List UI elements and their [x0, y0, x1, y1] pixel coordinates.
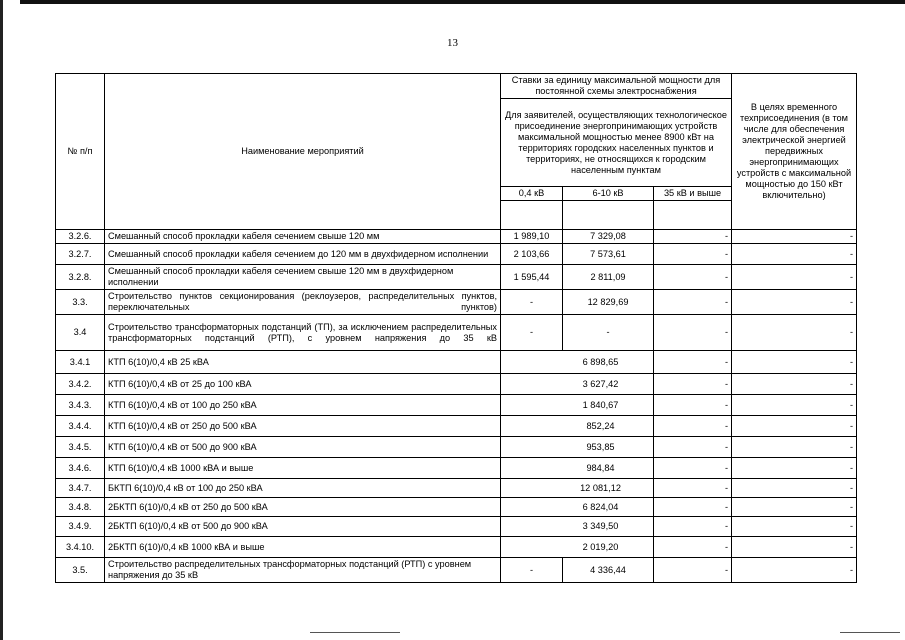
row-rate-merged: 852,24	[501, 416, 654, 437]
row-rate-merged: 984,84	[501, 458, 654, 479]
row-rate-610: -	[563, 315, 654, 351]
table-row	[56, 458, 857, 479]
row-rate-35: -	[654, 458, 732, 479]
header-v04: 0,4 кВ	[501, 187, 563, 201]
row-name: КТП 6(10)/0,4 кВ от 100 до 250 кВА	[105, 395, 501, 416]
row-rate-04: -	[501, 290, 563, 315]
row-rate-temporary: -	[732, 416, 857, 437]
row-rate-temporary: -	[732, 458, 857, 479]
row-name: БКТП 6(10)/0,4 кВ от 100 до 250 кВА	[105, 479, 501, 498]
row-rate-35: -	[654, 244, 732, 265]
row-name: КТП 6(10)/0,4 кВ 1000 кВА и выше	[105, 458, 501, 479]
row-rate-35: -	[654, 290, 732, 315]
row-number: 3.4.2.	[56, 374, 105, 395]
row-rate-35: -	[654, 558, 732, 583]
row-rate-35: -	[654, 265, 732, 290]
row-rate-merged: 3 349,50	[501, 517, 654, 537]
row-name: Смешанный способ прокладки кабеля сечением свыше 120 мм	[105, 230, 501, 244]
header-row-1	[56, 74, 857, 99]
row-rate-merged: 6 824,04	[501, 498, 654, 517]
row-number: 3.4.3.	[56, 395, 105, 416]
row-name: КТП 6(10)/0,4 кВ от 25 до 100 кВА	[105, 374, 501, 395]
row-number: 3.4.7.	[56, 479, 105, 498]
header-spacer-v35	[654, 201, 732, 230]
row-rate-temporary: -	[732, 265, 857, 290]
row-rate-temporary: -	[732, 244, 857, 265]
table-row	[56, 244, 857, 265]
row-rate-merged: 1 840,67	[501, 395, 654, 416]
scan-top-edge	[20, 0, 905, 4]
row-rate-temporary: -	[732, 230, 857, 244]
row-rate-35: -	[654, 315, 732, 351]
row-rate-610: 7 573,61	[563, 244, 654, 265]
table-row	[56, 498, 857, 517]
row-number: 3.4.1	[56, 351, 105, 374]
row-rate-merged: 2 019,20	[501, 537, 654, 558]
row-rate-temporary: -	[732, 374, 857, 395]
scan-left-edge	[0, 0, 3, 640]
row-number: 3.2.6.	[56, 230, 105, 244]
row-name: Строительство распределительных трансформаторных подстанций (РТП) с уровнем напряжения до 35 кВ	[105, 558, 501, 583]
table-row	[56, 265, 857, 290]
row-rate-35: -	[654, 517, 732, 537]
row-rate-35: -	[654, 498, 732, 517]
row-name: Смешанный способ прокладки кабеля сечением свыше 120 мм в двухфидерном исполнении	[105, 265, 501, 290]
row-rate-35: -	[654, 416, 732, 437]
row-name: КТП 6(10)/0,4 кВ 25 кВА	[105, 351, 501, 374]
table-row	[56, 395, 857, 416]
row-name: 2БКТП 6(10)/0,4 кВ от 250 до 500 кВА	[105, 498, 501, 517]
row-number: 3.4.9.	[56, 517, 105, 537]
row-rate-35: -	[654, 479, 732, 498]
table-row	[56, 416, 857, 437]
row-rate-610: 12 829,69	[563, 290, 654, 315]
header-name: Наименование мероприятий	[105, 74, 501, 230]
row-number: 3.2.8.	[56, 265, 105, 290]
row-rate-temporary: -	[732, 315, 857, 351]
row-name: КТП 6(10)/0,4 кВ от 500 до 900 кВА	[105, 437, 501, 458]
row-rate-35: -	[654, 351, 732, 374]
table-row	[56, 558, 857, 583]
table-row	[56, 537, 857, 558]
row-rate-35: -	[654, 374, 732, 395]
row-rate-temporary: -	[732, 558, 857, 583]
table-row	[56, 437, 857, 458]
scan-bottom-mark-right	[840, 632, 900, 633]
row-rate-35: -	[654, 537, 732, 558]
row-name: Строительство пунктов секционирования (реклоузеров, распределительных пунктов, переключательных пунктов)	[105, 290, 501, 315]
row-rate-35: -	[654, 437, 732, 458]
tariff-table	[55, 73, 857, 583]
row-rate-merged: 12 081,12	[501, 479, 654, 498]
header-spacer-v610	[563, 201, 654, 230]
row-name: Строительство трансформаторных подстанций (ТП), за исключением распределительных трансформаторных подстанций (РТП), с уровнем напряжения до 35 кВ	[105, 315, 501, 351]
row-rate-merged: 6 898,65	[501, 351, 654, 374]
row-rate-04: -	[501, 558, 563, 583]
header-temporary: В целях временного техприсоединения (в том числе для обеспечения электрической энергией передвижных энергопринимающих устройств с максимальной мощностью до 150 кВт включительно)	[732, 74, 857, 230]
header-num: № п/п	[56, 74, 105, 230]
header-v610: 6-10 кВ	[563, 187, 654, 201]
row-number: 3.4.5.	[56, 437, 105, 458]
row-rate-610: 4 336,44	[563, 558, 654, 583]
row-rate-temporary: -	[732, 498, 857, 517]
row-rate-610: 2 811,09	[563, 265, 654, 290]
row-name: 2БКТП 6(10)/0,4 кВ 1000 кВА и выше	[105, 537, 501, 558]
row-rate-temporary: -	[732, 351, 857, 374]
table-row	[56, 374, 857, 395]
row-name: КТП 6(10)/0,4 кВ от 250 до 500 кВА	[105, 416, 501, 437]
header-spacer-v04	[501, 201, 563, 230]
table-row	[56, 351, 857, 374]
row-rate-temporary: -	[732, 479, 857, 498]
row-number: 3.2.7.	[56, 244, 105, 265]
row-number: 3.4.10.	[56, 537, 105, 558]
header-applicants: Для заявителей, осуществляющих технологическое присоединение энергопринимающих устройств максимальной мощностью менее 8900 кВт на территориях городских населенных пунктов и территориях, не относящихся к городским населенным пунктам	[501, 99, 732, 187]
table-row	[56, 290, 857, 315]
row-number: 3.5.	[56, 558, 105, 583]
row-number: 3.4.8.	[56, 498, 105, 517]
row-rate-610: 7 329,08	[563, 230, 654, 244]
scan-bottom-mark	[310, 632, 400, 633]
row-rate-temporary: -	[732, 517, 857, 537]
row-rate-temporary: -	[732, 437, 857, 458]
row-rate-temporary: -	[732, 537, 857, 558]
row-rate-merged: 3 627,42	[501, 374, 654, 395]
row-rate-04: 1 989,10	[501, 230, 563, 244]
row-rate-temporary: -	[732, 290, 857, 315]
row-name: 2БКТП 6(10)/0,4 кВ от 500 до 900 кВА	[105, 517, 501, 537]
table-row	[56, 315, 857, 351]
row-rate-temporary: -	[732, 395, 857, 416]
page-number: 13	[447, 37, 458, 49]
row-rate-04: 2 103,66	[501, 244, 563, 265]
row-rate-35: -	[654, 395, 732, 416]
row-number: 3.3.	[56, 290, 105, 315]
row-number: 3.4	[56, 315, 105, 351]
row-rate-35: -	[654, 230, 732, 244]
header-rates: Ставки за единицу максимальной мощности для постоянной схемы электроснабжения	[501, 74, 732, 99]
row-rate-04: 1 595,44	[501, 265, 563, 290]
table-row	[56, 479, 857, 498]
row-number: 3.4.4.	[56, 416, 105, 437]
header-v35: 35 кВ и выше	[654, 187, 732, 201]
row-name: Смешанный способ прокладки кабеля сечением до 120 мм в двухфидерном исполнении	[105, 244, 501, 265]
row-rate-merged: 953,85	[501, 437, 654, 458]
table-row	[56, 230, 857, 244]
row-rate-04: -	[501, 315, 563, 351]
row-number: 3.4.6.	[56, 458, 105, 479]
table-row	[56, 517, 857, 537]
